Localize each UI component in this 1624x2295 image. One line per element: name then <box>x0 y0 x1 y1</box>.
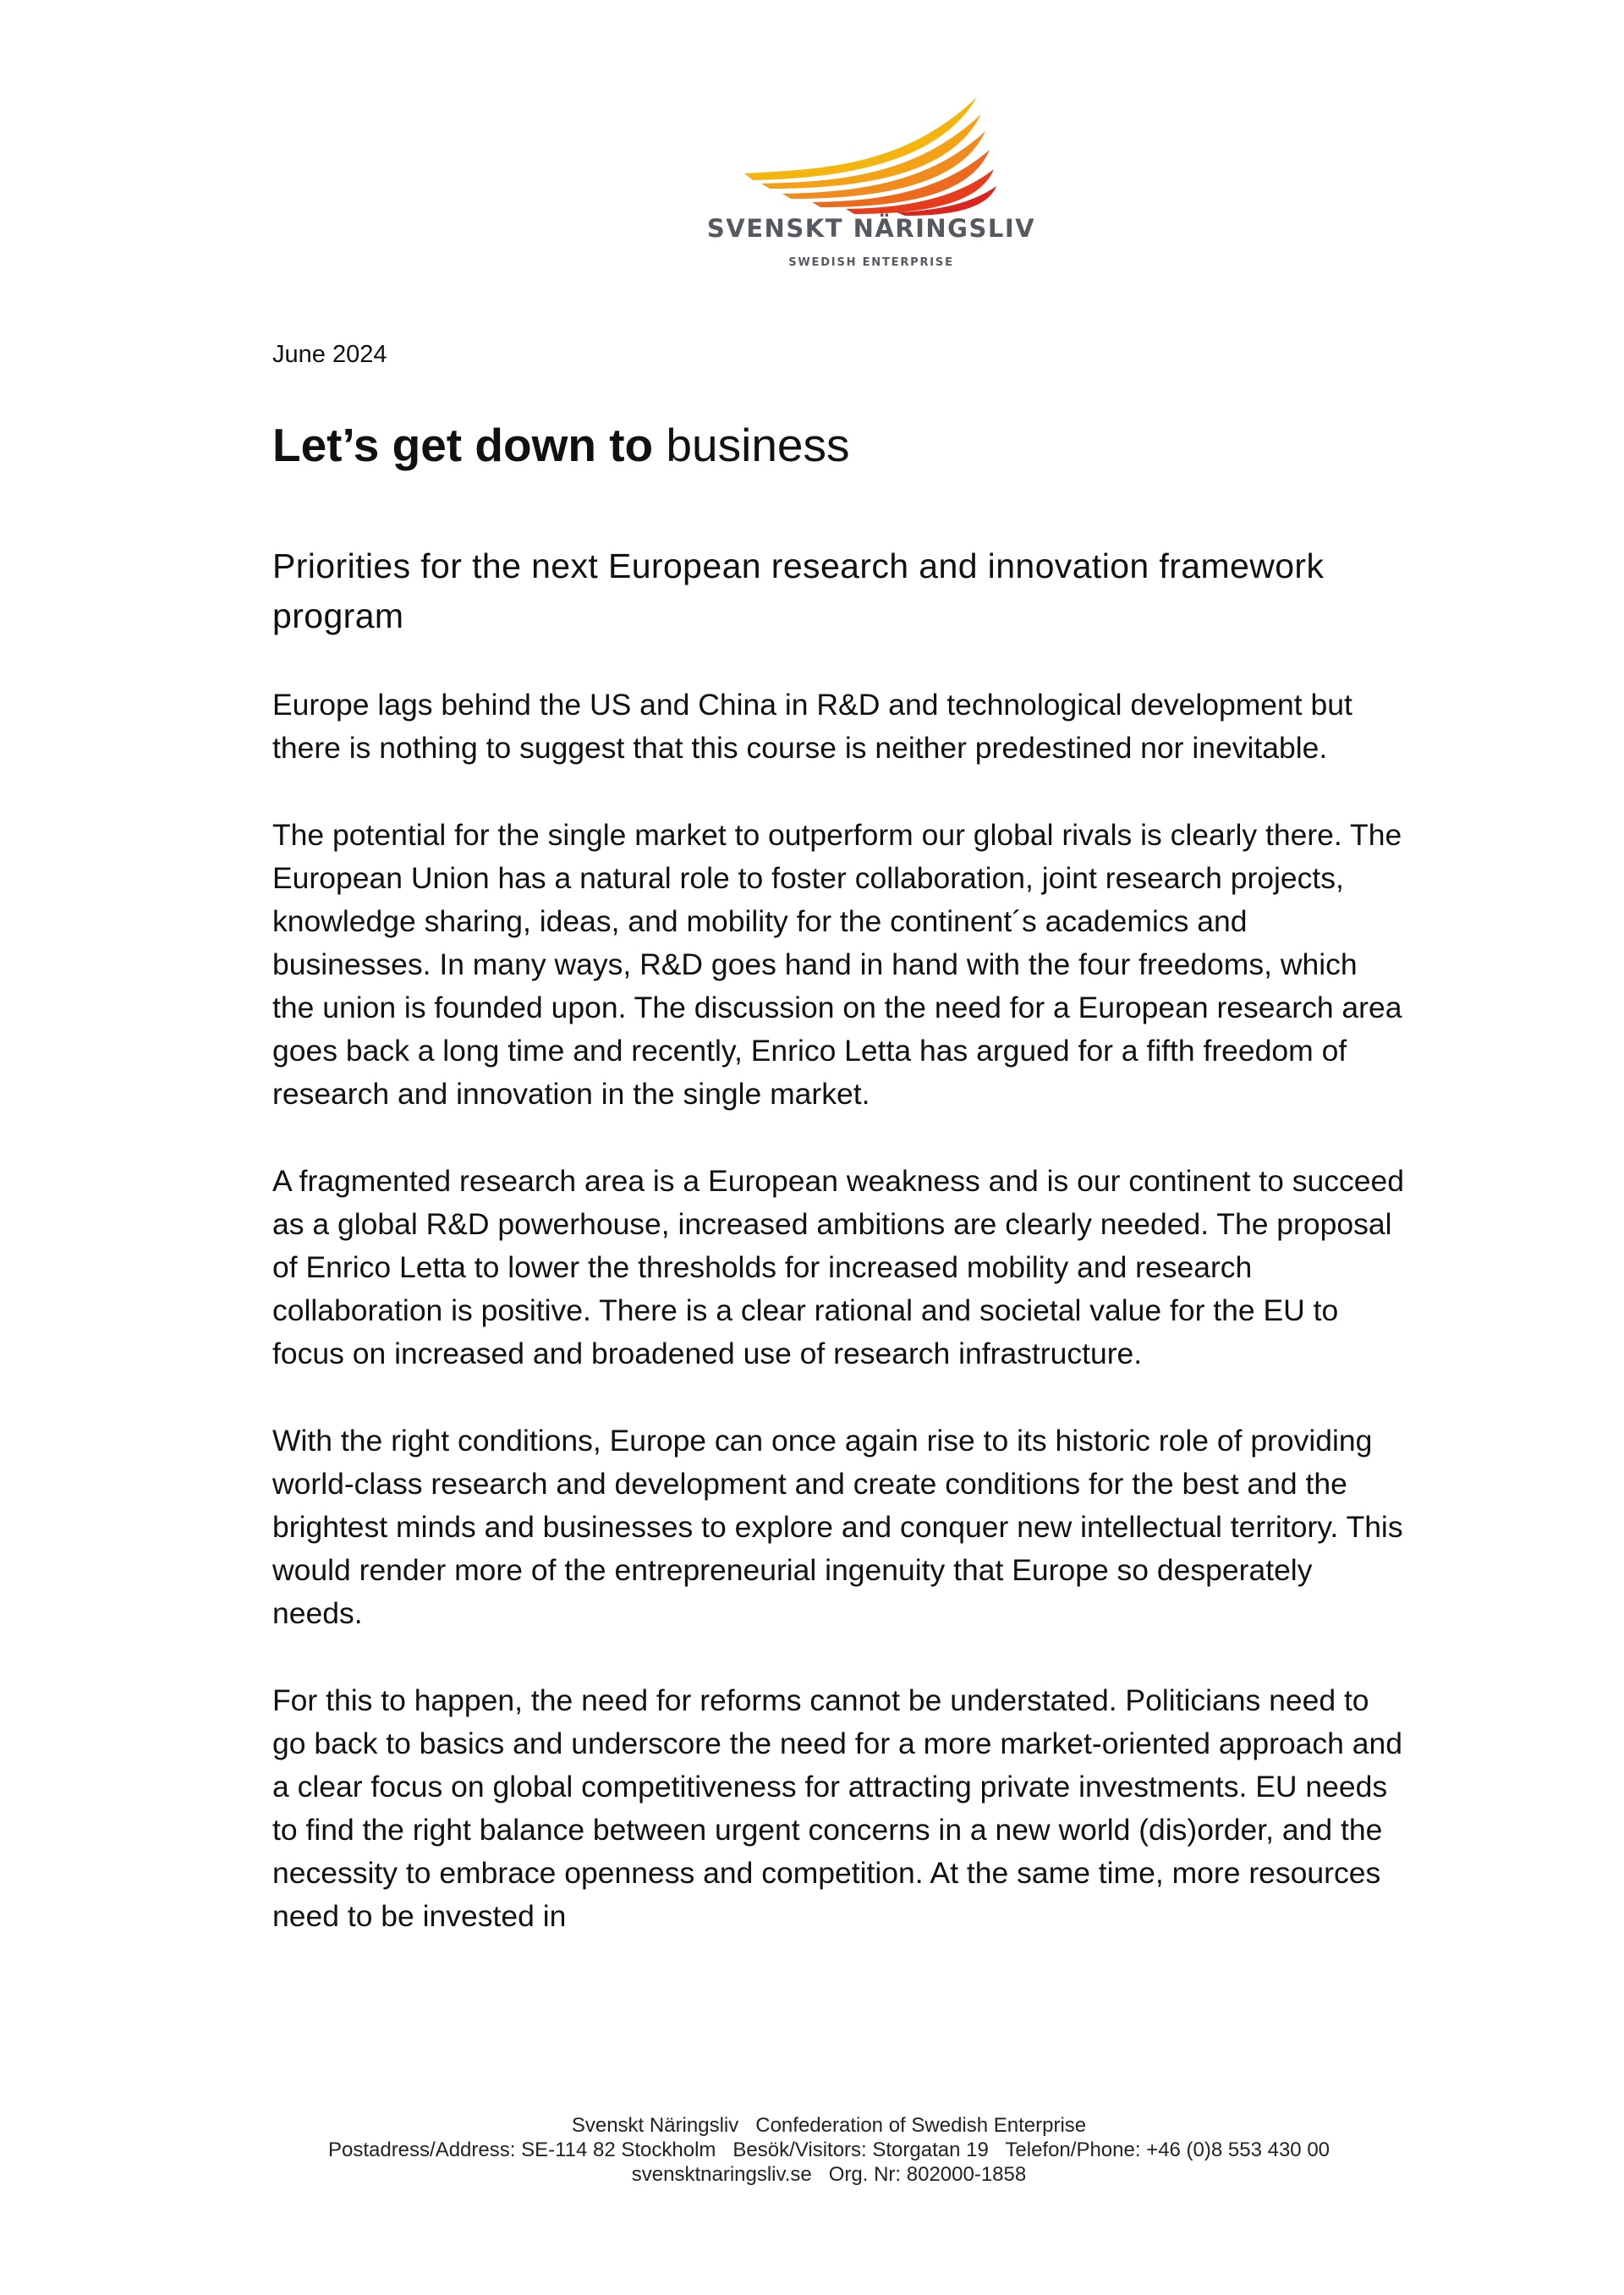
document-subtitle: Priorities for the next European research and innovation framework program <box>272 546 1325 635</box>
body-paragraph: The potential for the single market to outperform our global rivals is clearly there. The European Union has a natural role to foster collaboration, joint research projects, knowledge sharing, ideas, and mobility for the continent´s academics and businesses. In many ways, R&D goes hand in hand with the four freedoms, which the union is founded upon. The discussion on the need for a European research area goes back a long time and recently, Enrico Letta has argued for a fifth freedom of research and innovation in the single market. <box>272 818 1402 1111</box>
footer-address: Postadress/Address: SE-114 82 Stockholm Besök/Visitors: Storgatan 19 Telefon/Phone: +46 (0)8 553 430 00 <box>327 2139 1330 2161</box>
body-paragraph: For this to happen, the need for reforms cannot be understated. Politicians need to go back to basics and underscore the need for a more market-oriented approach and a clear focus on global competitiveness for attracting private investments. EU needs to find the right balance between urgent concerns in a new world (dis)order, and the necessity to embrace openness and competition. At the same time, more resources need to be invested in <box>272 1683 1402 1933</box>
document-body <box>272 684 1406 1982</box>
document-date: June 2024 <box>272 341 387 368</box>
logo-wordmark: SVENSKT NÄRINGSLIV <box>706 214 1036 243</box>
svenskt-naringsliv-logo <box>694 89 1049 283</box>
page-title <box>272 418 850 472</box>
body-paragraph: A fragmented research area is a European weakness and is our continent to succeed as a global R&D powerhouse, increased ambitions are clearly needed. The proposal of Enrico Letta to lower the thresholds for increased mobility and research collaboration is positive. There is a clear rational and societal value for the EU to focus on increased and broadened use of research infrastructure. <box>272 1164 1404 1370</box>
body-paragraph: Europe lags behind the US and China in R&D and technological development but there is nothing to suggest that this course is neither predestined nor inevitable. <box>272 688 1352 765</box>
body-paragraph: With the right conditions, Europe can once again rise to its historic role of providing world-class research and development and create conditions for the best and the brightest minds and businesses to explore and conquer new intellectual territory. This would render more of the entrepreneurial ingenuity that Europe so desperately needs. <box>272 1424 1403 1630</box>
footer-organisation: Svenskt Näringsliv Confederation of Swedish Enterprise <box>571 2114 1087 2137</box>
logo-subtitle: SWEDISH ENTERPRISE <box>788 256 954 269</box>
page-footer <box>0 2113 1624 2187</box>
title-bold: Let’s get down to <box>272 419 654 471</box>
wing-logo-icon <box>694 89 1049 216</box>
footer-website: svensktnaringsliv.se Org. Nr: 802000-1858 <box>631 2163 1027 2186</box>
title-regular: business <box>653 419 850 471</box>
